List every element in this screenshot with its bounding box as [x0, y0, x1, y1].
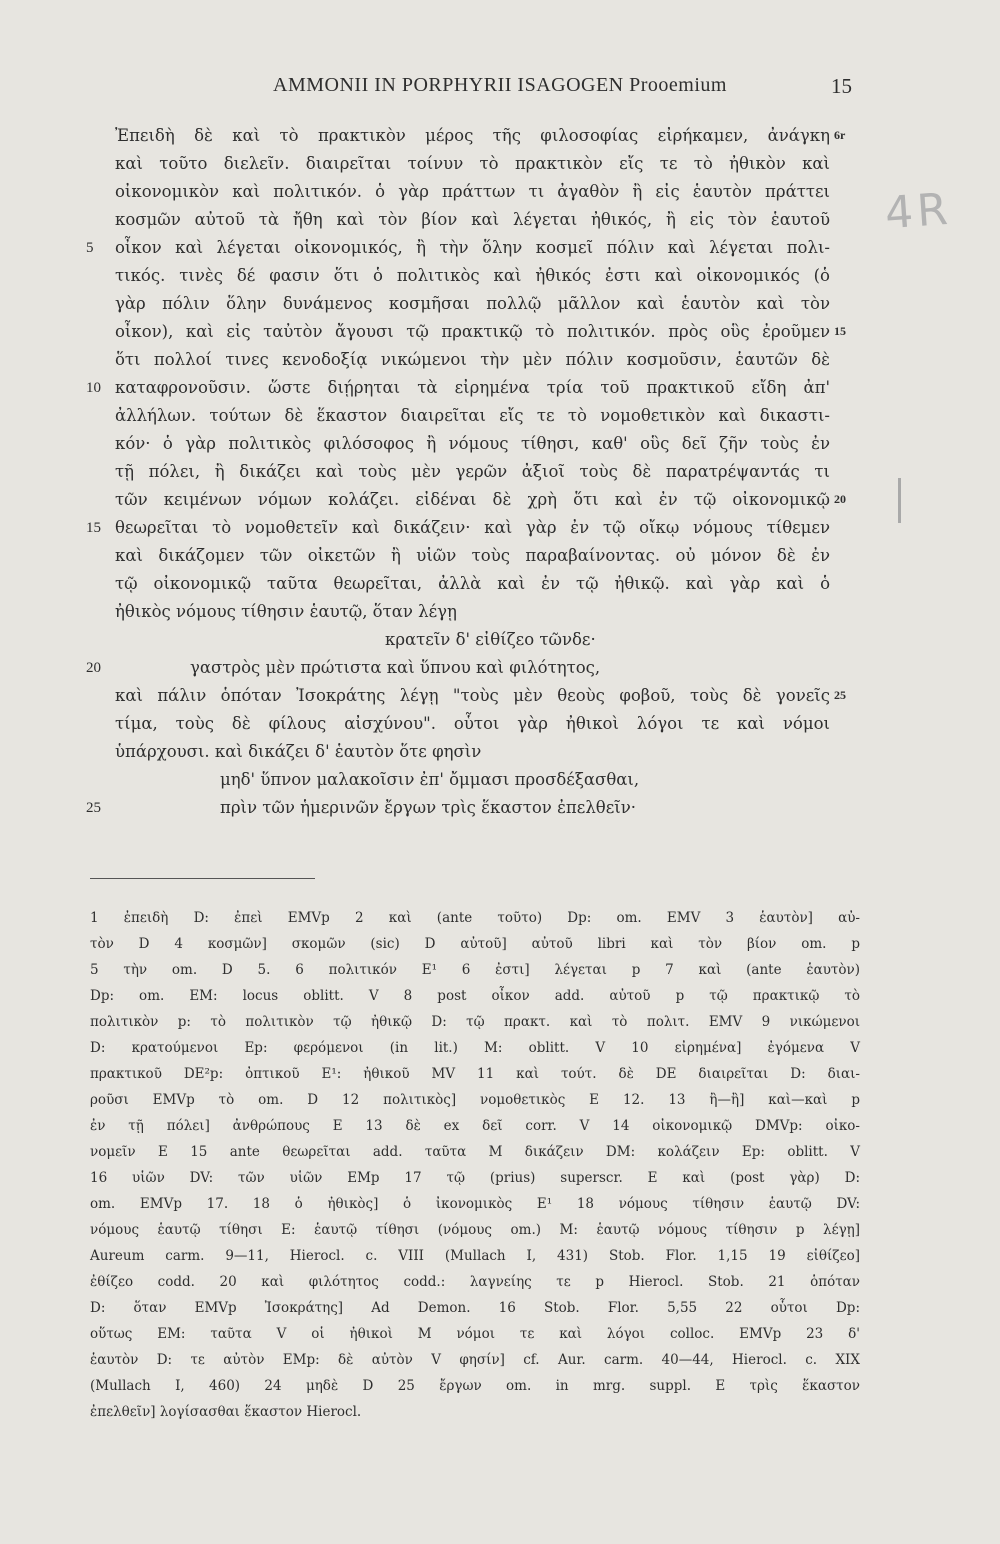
folio-mark: 20	[834, 492, 846, 506]
text-line: τίμα, τοὺς δὲ φίλους αἰσχύνου". οὗτοι γὰρ ἠθικοὶ λόγοι τε καὶ νόμοι	[115, 714, 830, 733]
text-line: τῶν κειμένων νόμων κολάζει. εἰδέναι δὲ χρὴ ὅτι καὶ ἐν τῷ οἰκονομικῷ	[115, 490, 830, 509]
apparatus-line: νόμους ἑαυτῷ τίθησι E: ἑαυτῷ τίθησι (νόμους om.) M: ἑαυτῷ νόμους τίθησιν p λέγῃ]	[90, 1222, 860, 1238]
line-number: 15	[86, 520, 101, 536]
pencil-margin-stroke	[898, 478, 901, 523]
text-line: Ἐπειδὴ δὲ καὶ τὸ πρακτικὸν μέρος τῆς φιλοσοφίας εἰρήκαμεν, ἀνάγκη	[115, 126, 830, 145]
apparatus-line: ἐν τῇ πόλει] ἀνθρώπους E 13 δὲ ex δεῖ corr. V 14 οἰκονομικῷ DMVp: οἰκο-	[90, 1118, 860, 1134]
text-line: καταφρονοῦσιν. ὥστε διῄρηται τὰ εἰρημένα τρία τοῦ πρακτικοῦ εἴδη ἀπ'	[115, 378, 830, 397]
folio-mark: 15	[834, 324, 846, 338]
text-line: γὰρ πόλιν ὅλην δυνάμενος κοσμῆσαι πολλῷ μᾶλλον καὶ ἑαυτὸν καὶ τὸν	[115, 294, 830, 313]
text-line: ὑπάρχουσι. καὶ δικάζει δ' ἑαυτὸν ὅτε φησὶν	[115, 742, 482, 761]
apparatus-line: 1 ἐπειδὴ D: ἐπεὶ EMVp 2 καὶ (ante τοῦτο) Dp: om. EMV 3 ἑαυτὸν] αὐ-	[90, 910, 860, 926]
apparatus-line: ἐθίζεο codd. 20 καὶ φιλότητος codd.: λαγνείης τε p Hierocl. Stob. 21 ὁπόταν	[90, 1274, 860, 1290]
verse-line: μηδ' ὕπνον μαλακοῖσιν ἐπ' ὄμμασι προσδέξασθαι,	[220, 770, 640, 789]
text-line: τῷ οἰκονομικῷ ταῦτα θεωρεῖται, ἀλλὰ καὶ ἐν τῷ ἠθικῷ. καὶ γὰρ καὶ ὁ	[115, 574, 830, 593]
apparatus-line: οὕτως EM: ταῦτα V οἱ ἠθικοὶ M νόμοι τε καὶ λόγοι colloc. EMVp 23 δ'	[90, 1326, 860, 1342]
line-number: 20	[86, 660, 101, 676]
folio-mark: 25	[834, 688, 846, 702]
text-line: οἶκον), καὶ εἰς ταὐτὸν ἄγουσι τῷ πρακτικῷ τὸ πολιτικόν. πρὸς οὓς ἐροῦμεν	[115, 322, 830, 341]
text-line: ὅτι πολλοί τινες κενοδοξίᾳ νικώμενοι τὴν μὲν πόλιν κοσμοῦσιν, ἑαυτῶν δὲ	[115, 350, 830, 369]
text-line: τικός. τινὲς δέ φασιν ὅτι ὁ πολιτικὸς καὶ ἠθικός ἐστι καὶ οἰκονομικός (ὁ	[115, 266, 830, 285]
apparatus-line: (Mullach I, 460) 24 μηδὲ D 25 ἔργων om. in mrg. suppl. E τρὶς ἕκαστον	[90, 1378, 860, 1394]
text-line: οἶκον καὶ λέγεται οἰκονομικός, ἢ τὴν ὅλην κοσμεῖ πόλιν καὶ λέγεται πολι-	[115, 238, 830, 257]
text-line: κόν· ὁ γὰρ πολιτικὸς φιλόσοφος ἢ νόμους τίθησι, καθ' οὓς δεῖ ζῆν τοὺς ἐν	[115, 434, 830, 453]
verse-line: κρατεῖν δ' εἰθίζεο τῶνδε·	[385, 630, 596, 649]
verse-line: πρὶν τῶν ἡμερινῶν ἔργων τρὶς ἕκαστον ἐπελθεῖν·	[220, 798, 637, 817]
text-line: κοσμῶν αὐτοῦ τὰ ἤθη καὶ τὸν βίον καὶ λέγεται ἠθικός, ἢ εἰς τὸν ἑαυτοῦ	[115, 210, 830, 229]
apparatus-line: νομεῖν E 15 ante θεωρεῖται add. ταῦτα M δικάζειν DM: κολάζειν Ep: oblitt. V	[90, 1144, 860, 1160]
running-title: AMMONII IN PORPHYRII ISAGOGEN Prooemium	[273, 74, 727, 96]
pencil-annotation: 4R	[883, 183, 954, 240]
page-number: 15	[831, 74, 852, 98]
apparatus-line: Dp: om. EM: locus oblitt. V 8 post οἶκον add. αὐτοῦ p τῷ πρακτικῷ τὸ	[90, 988, 860, 1004]
apparatus-line: D: ὅταν EMVp Ἰσοκράτης] Ad Demon. 16 Stob. Flor. 5,55 22 οὗτοι Dp:	[90, 1300, 860, 1316]
line-number: 5	[86, 240, 94, 256]
apparatus-line: om. EMVp 17. 18 ὁ ἠθικὸς] ὁ ἰκονομικὸς E¹ 18 νόμους τίθησιν ἑαυτῷ DV:	[90, 1196, 860, 1212]
apparatus-line: πρακτικοῦ DE²p: ὀπτικοῦ E¹: ἠθικοῦ MV 11 καὶ τούτ. δὲ DE διαιρεῖται D: διαι-	[90, 1066, 860, 1082]
apparatus-line: Aureum carm. 9—11, Hierocl. c. VIII (Mullach I, 431) Stob. Flor. 1,15 19 εἰθίζεο]	[90, 1248, 860, 1264]
apparatus-line: πολιτικὸν p: τὸ πολιτικὸν τῷ ἠθικῷ D: τῷ πρακτ. καὶ τὸ πολιτ. EMV 9 νικώμενοι	[90, 1014, 860, 1030]
text-line: οἰκονομικὸν καὶ πολιτικόν. ὁ γὰρ πράττων τι ἀγαθὸν ἢ εἰς ἑαυτὸν πράττει	[115, 182, 830, 201]
apparatus-line: ἐπελθεῖν] λογίσασθαι ἕκαστον Hierocl.	[90, 1404, 362, 1420]
apparatus-line: ροῦσι EMVp τὸ om. D 12 πολιτικὸς] νομοθετικὸς E 12. 13 ἢ—ἢ] καὶ—καὶ p	[90, 1092, 860, 1108]
line-number: 10	[86, 380, 101, 396]
text-line: θεωρεῖται τὸ νομοθετεῖν καὶ δικάζειν· καὶ γὰρ ἐν τῷ οἴκῳ νόμους τίθεμεν	[115, 518, 830, 537]
text-line: τῇ πόλει, ἢ δικάζει καὶ τοὺς μὲν γερῶν ἀξιοῖ τοὺς δὲ παρατρέψαντάς τι	[115, 462, 830, 481]
apparatus-line: ἑαυτὸν D: τε αὐτὸν EMp: δὲ αὐτὸν V φησίν] cf. Aur. carm. 40—44, Hierocl. c. XIX	[90, 1352, 860, 1368]
text-line: καὶ πάλιν ὁπόταν Ἰσοκράτης λέγῃ "τοὺς μὲν θεοὺς φοβοῦ, τοὺς δὲ γονεῖς	[115, 686, 830, 705]
running-header	[0, 74, 1000, 104]
folio-mark: 6r	[834, 128, 846, 142]
apparatus-line: 5 τὴν om. D 5. 6 πολιτικόν E¹ 6 ἐστι] λέγεται p 7 καὶ (ante ἑαυτὸν)	[90, 962, 860, 978]
text-line: ἠθικὸς νόμους τίθησιν ἑαυτῷ, ὅταν λέγῃ	[115, 602, 457, 621]
apparatus-line: D: κρατούμενοι Ep: φερόμενοι (in lit.) M: oblitt. V 10 εἰρημένα] ἐγόμενα V	[90, 1040, 860, 1056]
apparatus-line: 16 υἱῶν DV: τῶν υἱῶν EMp 17 τῷ (prius) superscr. E καὶ (post γὰρ) D:	[90, 1170, 860, 1186]
verse-line: γαστρὸς μὲν πρώτιστα καὶ ὕπνου καὶ φιλότητος,	[190, 658, 601, 677]
text-line: καὶ τοῦτο διελεῖν. διαιρεῖται τοίνυν τὸ πρακτικὸν εἴς τε τὸ ἠθικὸν καὶ	[115, 154, 830, 173]
text-line: καὶ δικάζομεν τῶν οἰκετῶν ἢ υἱῶν τοὺς παραβαίνοντας. οὐ μόνον δὲ ἐν	[115, 546, 830, 565]
footnote-rule	[90, 878, 315, 879]
line-number: 25	[86, 800, 101, 816]
apparatus-line: τὸν D 4 κοσμῶν] σκομῶν (sic) D αὐτοῦ] αὐτοῦ libri καὶ τὸν βίον om. p	[90, 936, 860, 952]
text-line: ἀλλήλων. τούτων δὲ ἕκαστον διαιρεῖται εἴς τε τὸ νομοθετικὸν καὶ δικαστι-	[115, 406, 830, 425]
